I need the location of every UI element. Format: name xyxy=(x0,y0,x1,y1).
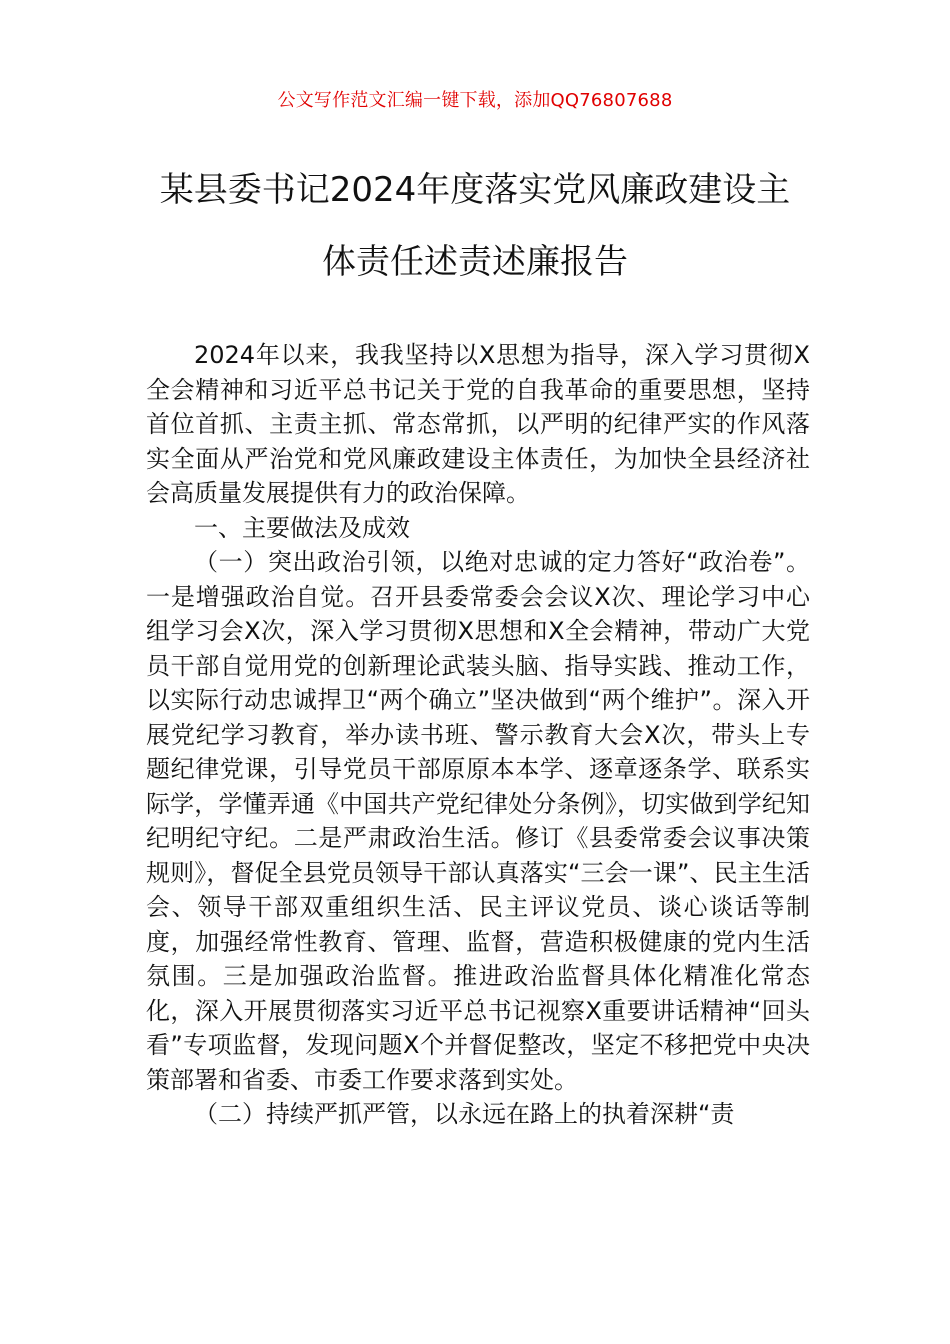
intro-paragraph: 2024年以来，我我坚持以X思想为指导，深入学习贯彻X全会精神和习近平总书记关于党的自我革命的重要思想，坚持首位首抓、主责主抓、常态常抓，以严明的纪律严实的作风落实全面从严治党和党风廉政建设主体责任，为加快全县经济社会高质量发展提供有力的政治保障。 xyxy=(146,341,810,507)
subsection-paragraph-2: （二）持续严抓严管，以永远在路上的执着深耕“责 xyxy=(194,1100,735,1128)
document-body xyxy=(146,338,810,1132)
subsection-paragraph-1: （一）突出政治引领，以绝对忠诚的定力答好“政治卷”。一是增强政治自觉。召开县委常委会会议X次、理论学习中心组学习会X次，深入学习贯彻X思想和X全会精神，带动广大党员干部自觉用党的创新理论武装头脑、指导实践、推动工作，以实际行动忠诚捍卫“两个确立”坚决做到“两个维护”。深入开展党纪学习教育，举办读书班、警示教育大会X次，带头上专题纪律党课，引导党员干部原原本本学、逐章逐条学、联系实际学，学懂弄通《中国共产党纪律处分条例》，切实做到学纪知纪明纪守纪。二是严肃政治生活。修订《县委常委会议事决策规则》，督促全县党员领导干部认真落实“三会一课”、民主生活会、领导干部双重组织生活、民主评议党员、谈心谈话等制度，加强经常性教育、管理、监督，营造积极健康的党内生活氛围。三是加强政治监督。推进政治监督具体化精准化常态化，深入开展贯彻落实习近平总书记视察X重要讲话精神“回头看”专项监督，发现问题X个并督促整改，坚定不移把党中央决策部署和省委、市委工作要求落到实处。 xyxy=(146,548,810,1094)
title-line-1: 某县委书记2024年度落实党风廉政建设主 xyxy=(159,170,791,210)
section-heading: 一、主要做法及成效 xyxy=(194,513,410,542)
document-title xyxy=(118,154,832,298)
title-line-2: 体责任述责述廉报告 xyxy=(322,242,628,282)
download-notice: 公文写作范文汇编一键下载，添加QQ76807688 xyxy=(277,90,673,111)
